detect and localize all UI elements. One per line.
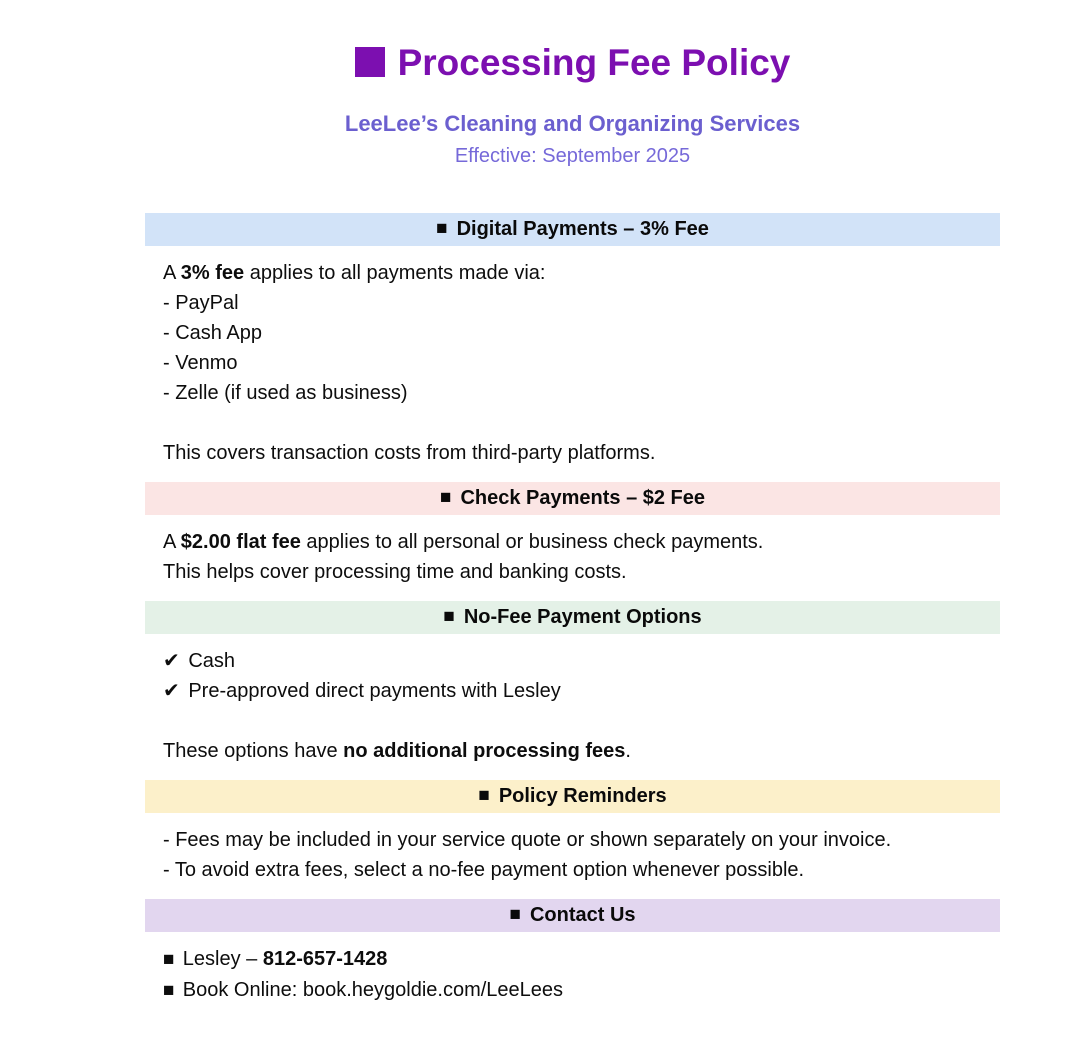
section-banner-contact-us (145, 899, 1000, 932)
text-run: applies to all personal or business check payments. (300, 530, 764, 553)
section-heading: Check Payments – $2 Fee (460, 486, 706, 509)
text-line (163, 706, 1000, 736)
section-contact-us (145, 899, 1000, 1020)
text-line (163, 527, 1000, 557)
policy-sections (145, 213, 1000, 1020)
section-check-payments (145, 482, 1000, 601)
section-banner-check-payments (145, 482, 1000, 515)
square-bullet-icon: ■ (478, 784, 490, 806)
effective-date: Effective: September 2025 (454, 144, 691, 167)
text-run: Book Online: book.heygoldie.com/LeeLees (182, 978, 564, 1001)
bold-text: 812-657-1428 (262, 947, 388, 970)
section-heading: Digital Payments – 3% Fee (456, 217, 709, 240)
square-bullet-icon: ■ (509, 903, 521, 925)
section-body (145, 932, 1000, 1020)
text-run: - Cash App (163, 321, 262, 344)
text-run: This covers transaction costs from third-party platforms. (163, 441, 656, 464)
section-heading: Contact Us (529, 903, 636, 926)
square-bullet-icon: ■ (436, 217, 448, 239)
text-run: applies to all payments made via: (244, 261, 546, 284)
text-line (163, 944, 1000, 975)
text-run: This helps cover processing time and banking costs. (163, 560, 627, 583)
text-line (163, 676, 1000, 706)
bold-text: no additional processing fees (343, 739, 626, 762)
square-bullet-icon: ■ (439, 486, 452, 508)
text-line (163, 855, 1000, 885)
text-run: . (625, 739, 631, 762)
text-run: Cash (188, 649, 236, 672)
bold-text: $2.00 flat fee (180, 530, 301, 553)
policy-document (145, 0, 1000, 1020)
section-no-fee-options (145, 601, 1000, 780)
text-line (163, 438, 1000, 468)
check-icon: ✔ (163, 679, 186, 702)
text-line (163, 825, 1000, 855)
section-banner-policy-reminders (145, 780, 1000, 813)
text-run: Pre-approved direct payments with Lesley (188, 679, 561, 702)
section-body (145, 634, 1000, 780)
text-run: - To avoid extra fees, select a no-fee payment option whenever possible. (163, 858, 805, 881)
text-line (163, 318, 1000, 348)
text-line (163, 557, 1000, 587)
section-body (145, 246, 1000, 482)
text-run: Lesley – (182, 947, 263, 970)
text-line (163, 736, 1000, 766)
text-run: A (163, 261, 181, 284)
bold-text: 3% fee (180, 261, 245, 284)
square-bullet-icon: ■ (163, 979, 180, 1001)
text-line (163, 646, 1000, 676)
check-icon: ✔ (163, 649, 186, 672)
section-banner-no-fee-options (145, 601, 1000, 634)
text-run: - Fees may be included in your service quote or shown separately on your invoice. (163, 828, 892, 851)
section-body (145, 515, 1000, 601)
section-heading: Policy Reminders (498, 784, 667, 807)
company-name: LeeLee’s Cleaning and Organizing Services (344, 110, 801, 136)
document-header (145, 0, 1000, 168)
text-line (163, 975, 1000, 1006)
page-title (145, 42, 1000, 85)
square-bullet-icon: ■ (163, 948, 180, 970)
section-heading: No-Fee Payment Options (463, 605, 702, 628)
text-run: A (163, 530, 181, 553)
text-line (163, 348, 1000, 378)
section-banner-digital-payments (145, 213, 1000, 246)
text-run: These options have (163, 739, 344, 762)
text-line (163, 408, 1000, 438)
section-policy-reminders (145, 780, 1000, 899)
text-run: - Zelle (if used as business) (163, 381, 408, 404)
text-line (163, 258, 1000, 288)
square-bullet-icon: ■ (443, 605, 455, 627)
square-bullet-icon (355, 47, 385, 77)
text-run: - Venmo (163, 351, 238, 374)
section-body (145, 813, 1000, 899)
page-title-text: Processing Fee Policy (397, 42, 791, 83)
section-digital-payments (145, 213, 1000, 482)
text-line (163, 288, 1000, 318)
text-line (163, 378, 1000, 408)
text-run: - PayPal (163, 291, 239, 314)
